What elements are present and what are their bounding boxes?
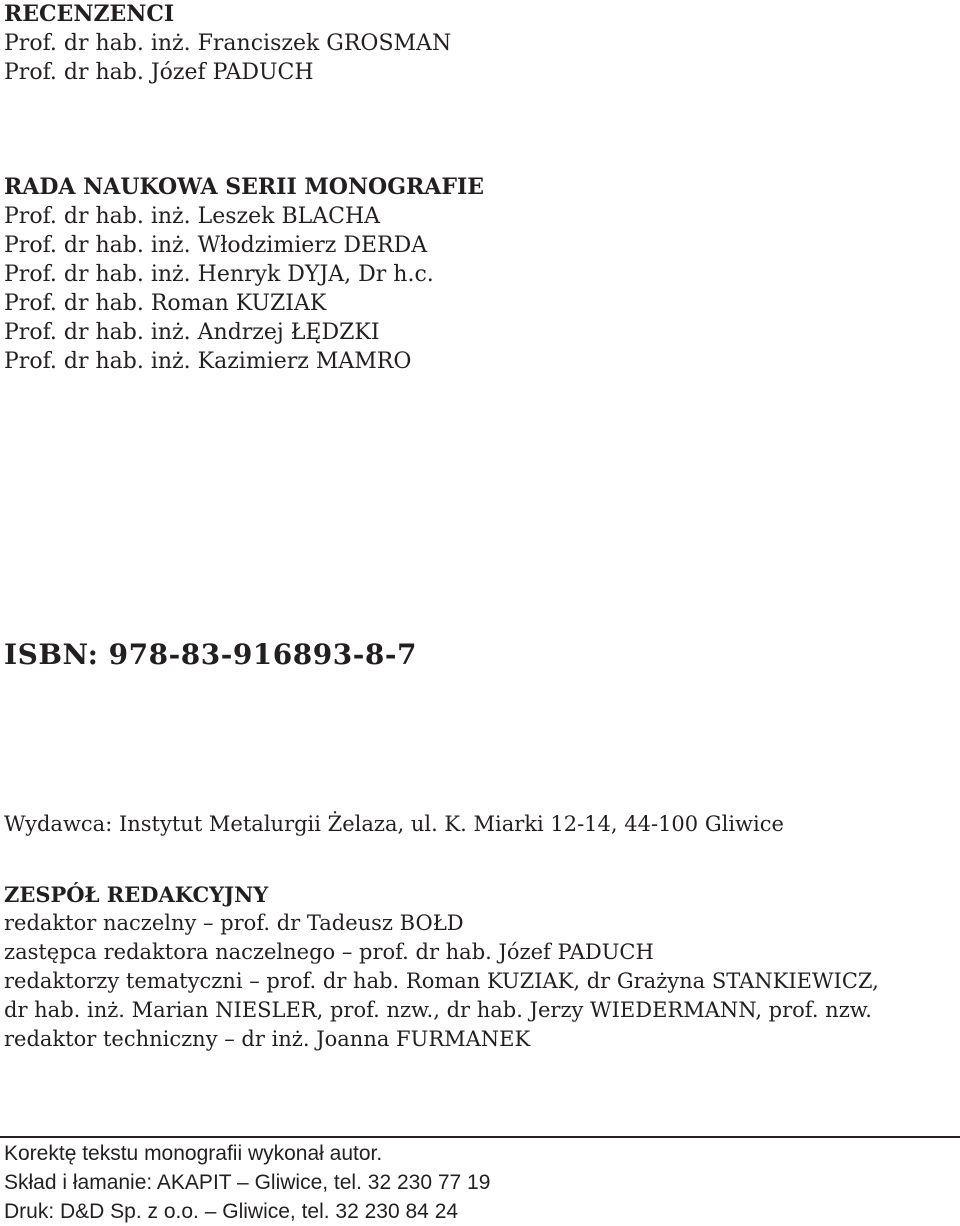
council-member: Prof. dr hab. inż. Włodzimierz DERDA bbox=[4, 233, 428, 258]
editorial-line: dr hab. inż. Marian NIESLER, prof. nzw., dr hab. Jerzy WIEDERMANN, prof. nzw. bbox=[4, 998, 872, 1022]
council-member: Prof. dr hab. inż. Leszek BLACHA bbox=[4, 204, 381, 229]
reviewers-heading: RECENZENCI bbox=[4, 1, 175, 27]
footer-line: Druk: D&D Sp. z o.o. – Gliwice, tel. 32 230 84 24 bbox=[4, 1200, 459, 1223]
footer-divider bbox=[0, 1136, 960, 1138]
editorial-line: redaktor techniczny – dr inż. Joanna FURMANEK bbox=[4, 1027, 531, 1051]
council-member: Prof. dr hab. inż. Henryk DYJA, Dr h.c. bbox=[4, 262, 434, 287]
council-heading: RADA NAUKOWA SERII MONOGRAFIE bbox=[4, 174, 485, 200]
footer-line: Skład i łamanie: AKAPIT – Gliwice, tel. 32 230 77 19 bbox=[4, 1171, 491, 1194]
isbn: ISBN: 978-83-916893-8-7 bbox=[4, 638, 417, 671]
scientific-council-section bbox=[4, 173, 960, 376]
publisher-line: Wydawca: Instytut Metalurgii Żelaza, ul. K. Miarki 12-14, 44-100 Gliwice bbox=[4, 812, 784, 836]
reviewer-name: Prof. dr hab. inż. Franciszek GROSMAN bbox=[4, 31, 452, 56]
editorial-heading: ZESPÓŁ REDAKCYJNY bbox=[4, 882, 269, 907]
publisher-section bbox=[4, 810, 960, 839]
editorial-line: zastępca redaktora naczelnego – prof. dr hab. Józef PADUCH bbox=[4, 940, 654, 964]
footer-line: Korektę tekstu monografii wykonał autor. bbox=[4, 1142, 383, 1165]
reviewer-name: Prof. dr hab. Józef PADUCH bbox=[4, 60, 314, 85]
council-member: Prof. dr hab. Roman KUZIAK bbox=[4, 291, 327, 316]
council-member: Prof. dr hab. inż. Andrzej ŁĘDZKI bbox=[4, 320, 380, 345]
editorial-line: redaktorzy tematyczni – prof. dr hab. Roman KUZIAK, dr Grażyna STANKIEWICZ, bbox=[4, 969, 879, 993]
editorial-line: redaktor naczelny – prof. dr Tadeusz BOŁD bbox=[4, 911, 464, 935]
editorial-team-section bbox=[4, 880, 960, 1054]
reviewers-section bbox=[4, 0, 960, 87]
council-member: Prof. dr hab. inż. Kazimierz MAMRO bbox=[4, 349, 412, 374]
footer-section bbox=[4, 1139, 960, 1226]
